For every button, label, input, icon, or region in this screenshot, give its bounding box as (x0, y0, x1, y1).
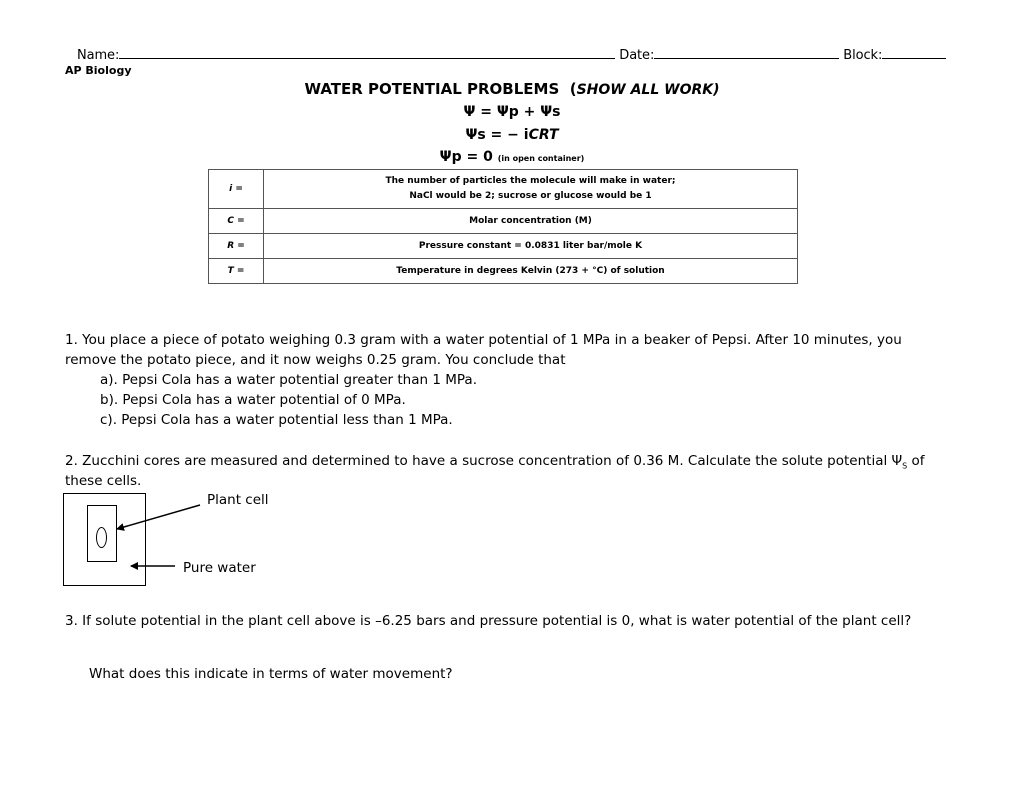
title-main: WATER POTENTIAL PROBLEMS (304, 80, 560, 98)
question-2-subscript: S (902, 461, 908, 471)
definition-i-line1: The number of particles the molecule will make in water; (385, 176, 676, 186)
title-paren: ( (569, 80, 577, 98)
eq2-prefix: Ψs = − i (465, 127, 529, 143)
question-1-line2: remove the potato piece, and it now weighs 0.25 gram. You conclude that (65, 352, 566, 368)
eq2-italic: CRT (528, 127, 559, 143)
name-label: Name: (77, 48, 120, 63)
symbol-c: C (227, 216, 234, 226)
definition-c: Molar concentration (M) (264, 209, 798, 234)
date-label: Date: (619, 48, 655, 63)
symbol-i: i (229, 183, 233, 194)
symbol-t: T (227, 266, 234, 276)
equals-sign: = (233, 216, 245, 226)
definition-i-line2: NaCl would be 2; sucrose or glucose would be 1 (409, 191, 652, 201)
block-label: Block: (843, 48, 883, 63)
question-1-option-c: c). Pepsi Cola has a water potential less than 1 MPa. (100, 412, 453, 428)
eq3-note: (in open container) (497, 154, 585, 163)
question-1-option-b: b). Pepsi Cola has a water potential of 0 MPa. (100, 392, 406, 408)
equals-sign: = (233, 266, 245, 276)
course-name: AP Biology (65, 64, 132, 77)
symbol-r: R (227, 241, 235, 251)
equals-sign: = (234, 241, 245, 251)
question-3-line1: 3. If solute potential in the plant cell above is –6.25 bars and pressure potential is 0, what is water potential of the plant cell? (65, 613, 912, 629)
equals-sign: = (232, 183, 243, 194)
question-2-suffix: of (907, 453, 925, 469)
question-2-text: 2. Zucchini cores are measured and determined to have a sucrose concentration of 0.36 M. Calculate the solute potential Ψ (65, 453, 903, 469)
definition-r: Pressure constant = 0.0831 liter bar/mole K (264, 234, 798, 259)
plant-cell-label: Plant cell (207, 492, 269, 508)
pure-water-label: Pure water (183, 560, 256, 576)
question-1-option-a: a). Pepsi Cola has a water potential greater than 1 MPa. (100, 372, 477, 388)
plant-cell-arrow (117, 505, 200, 529)
eq3-main: Ψp = 0 (439, 149, 493, 165)
definition-t: Temperature in degrees Kelvin (273 + °C) of solution (264, 259, 798, 284)
title-sub: SHOW ALL WORK) (576, 82, 720, 98)
question-2-line2: these cells. (65, 473, 142, 489)
equation-water-potential: Ψ = Ψp + Ψs (463, 104, 561, 120)
question-3-followup: What does this indicate in terms of water movement? (89, 666, 453, 682)
question-1-line1: 1. You place a piece of potato weighing 0.3 gram with a water potential of 1 MPa in a beaker of Pepsi. After 10 minutes, you (65, 332, 902, 348)
